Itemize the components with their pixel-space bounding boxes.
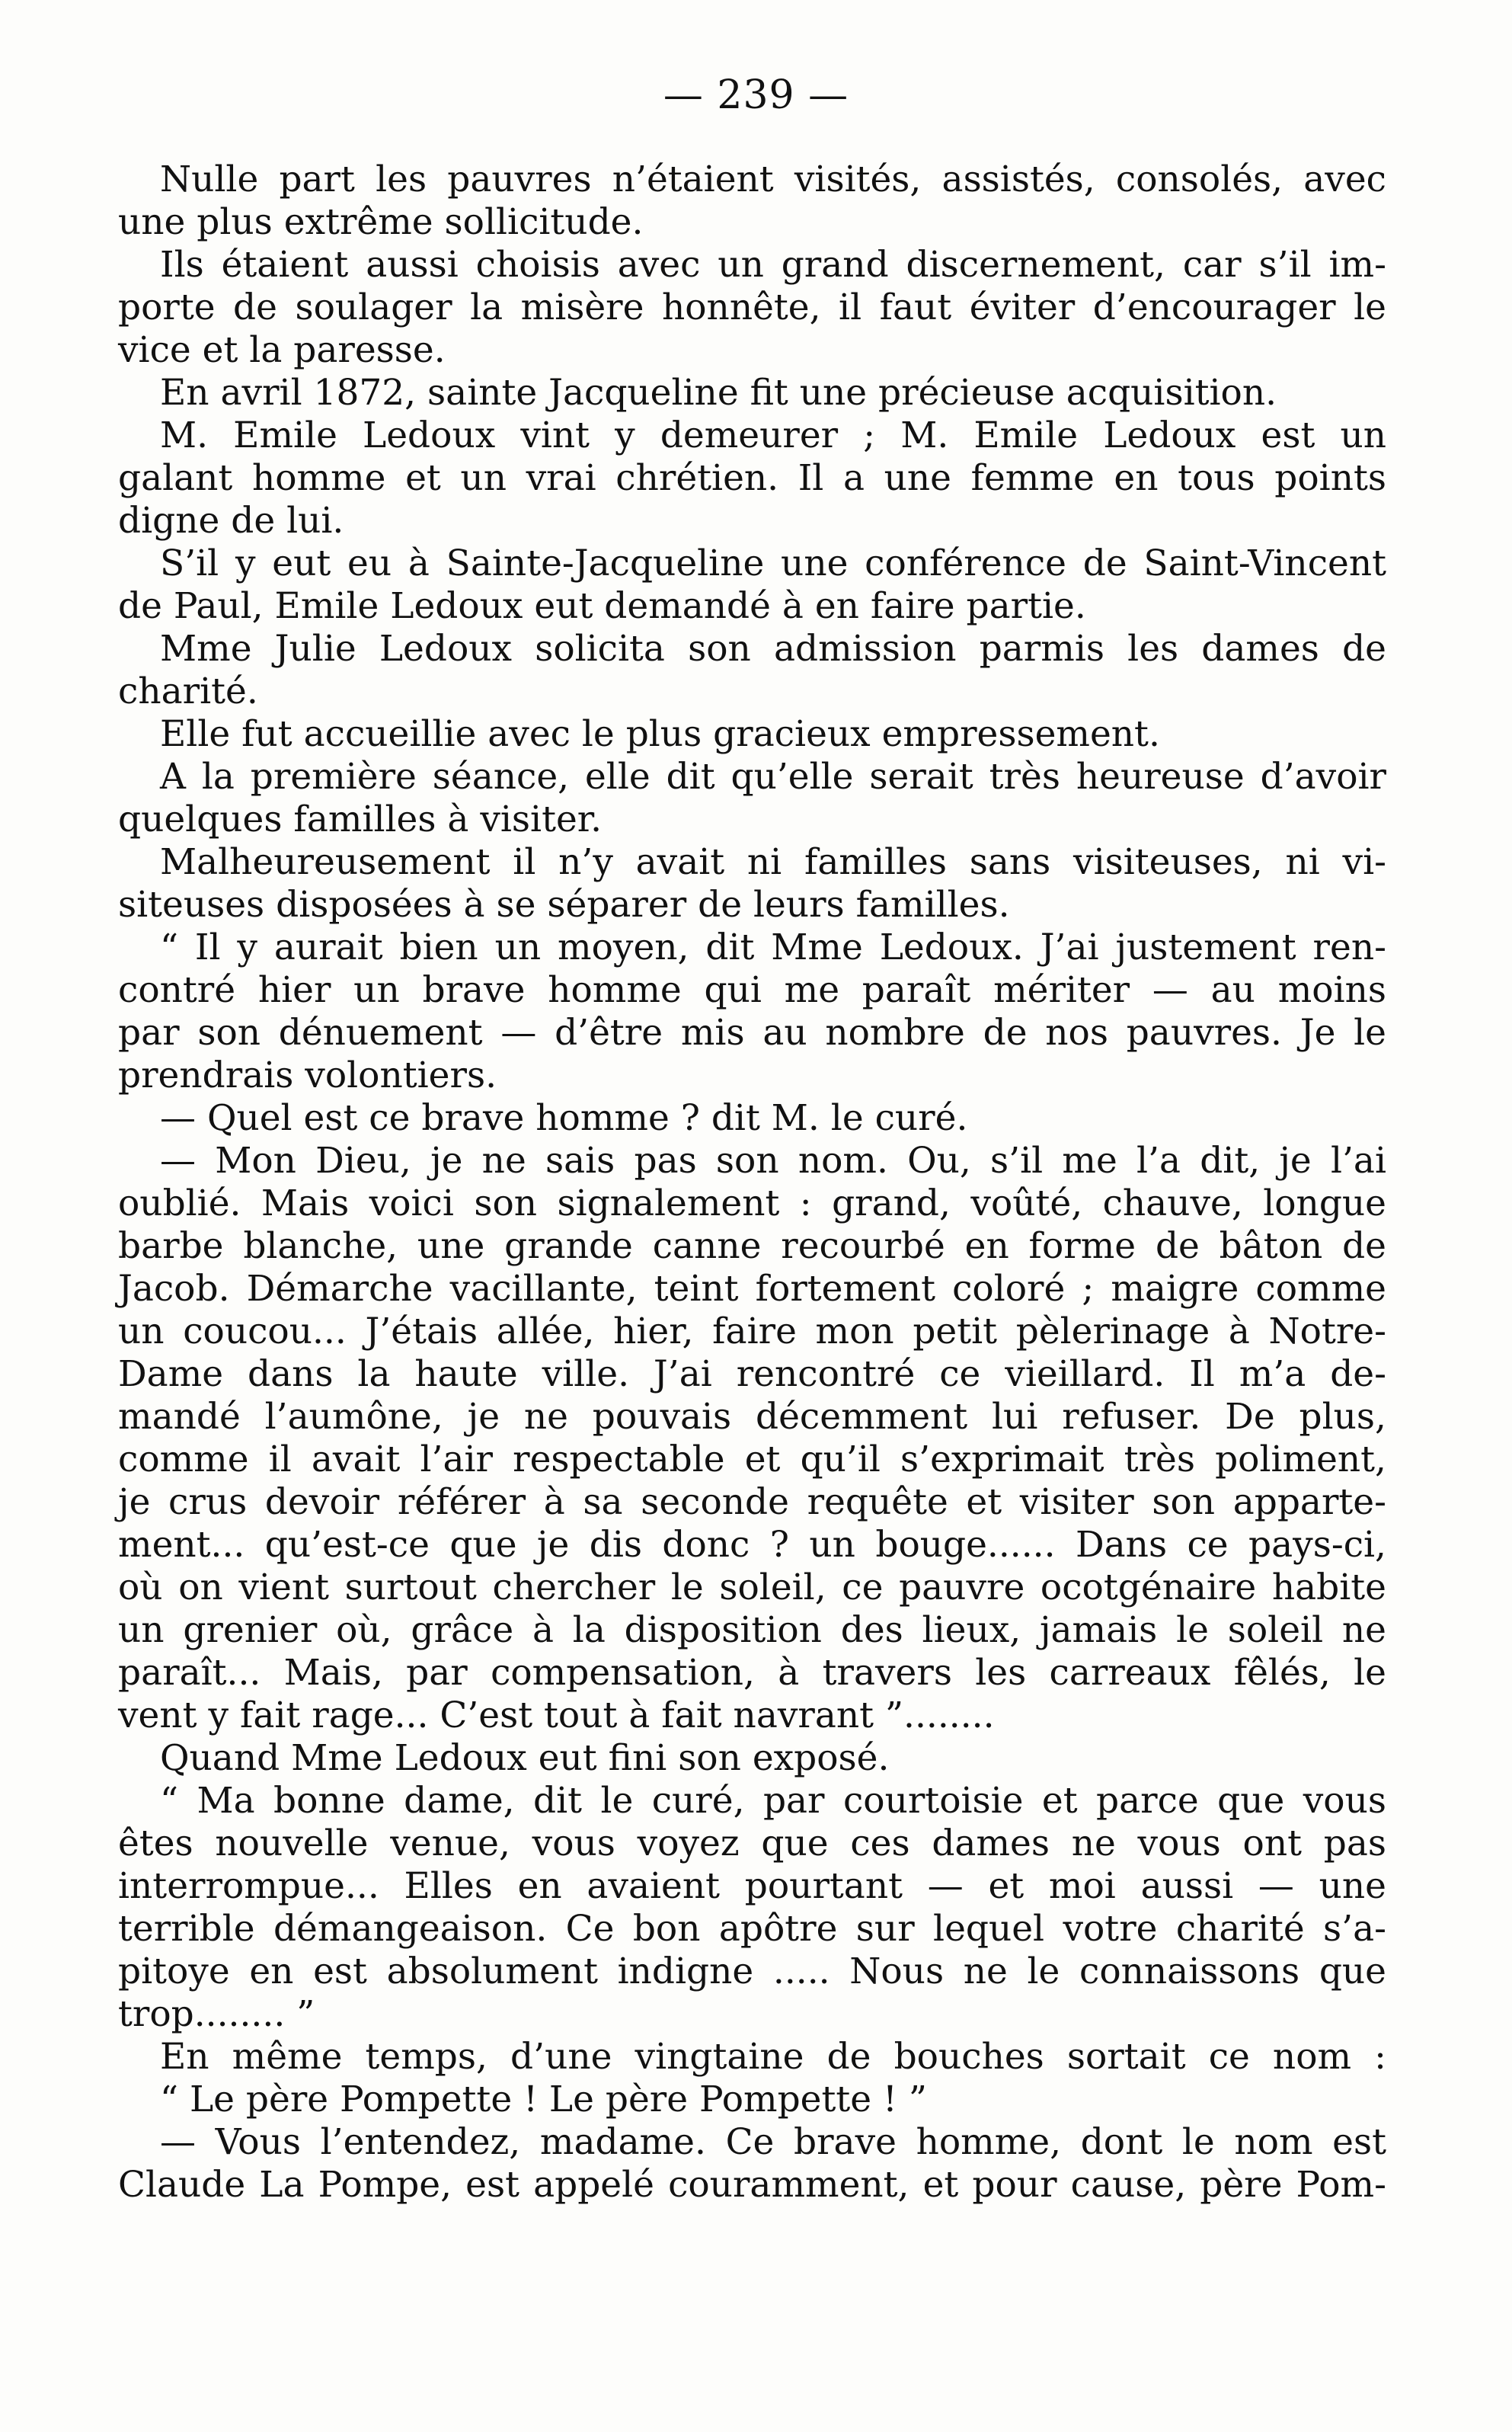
text-line: vice et la paresse. bbox=[118, 329, 446, 371]
text-line: “ Le père Pompette ! Le père Pompette ! ” bbox=[160, 2078, 927, 2120]
page-number: — 239 — bbox=[663, 72, 849, 118]
text-line: Mme Julie Ledoux solicita son admission parmis les dames de bbox=[160, 628, 1386, 670]
text-line: En même temps, d’une vingtaine de bouches sortait ce nom : bbox=[160, 2036, 1386, 2078]
text-line: M. Emile Ledoux vint y demeurer ; M. Emile Ledoux est un bbox=[160, 414, 1386, 456]
text-line: mandé l’aumône, je ne pouvais décemment lui refuser. De plus, bbox=[118, 1396, 1386, 1438]
text-line: interrompue... Elles en avaient pourtant — et moi aussi — une bbox=[118, 1865, 1386, 1907]
text-line: S’il y eut eu à Sainte-Jacqueline une conférence de Saint-Vincent bbox=[160, 542, 1386, 584]
text-line: Claude La Pompe, est appelé couramment, et pour cause, père Pom- bbox=[118, 2164, 1386, 2206]
text-line: “ Ma bonne dame, dit le curé, par courtoisie et parce que vous bbox=[160, 1780, 1386, 1822]
text-line: Ils étaient aussi choisis avec un grand discernement, car s’il im- bbox=[160, 244, 1386, 286]
text-line: barbe blanche, une grande canne recourbé en forme de bâton de bbox=[118, 1225, 1386, 1267]
text-line: vent y fait rage... C’est tout à fait navrant ”........ bbox=[118, 1694, 995, 1736]
text-line: trop........ ” bbox=[118, 1993, 315, 2035]
text-line: — Quel est ce brave homme ? dit M. le curé. bbox=[160, 1097, 968, 1139]
text-line: ment... qu’est-ce que je dis donc ? un bouge...... Dans ce pays-ci, bbox=[118, 1524, 1386, 1566]
text-line: Nulle part les pauvres n’étaient visités, assistés, consolés, avec bbox=[160, 158, 1386, 200]
text-line: terrible démangeaison. Ce bon apôtre sur lequel votre charité s’a- bbox=[118, 1908, 1386, 1950]
text-line: prendrais volontiers. bbox=[118, 1054, 497, 1096]
text-line: Elle fut accueillie avec le plus gracieux empressement. bbox=[160, 713, 1160, 755]
text-line: — Vous l’entendez, madame. Ce brave homme, dont le nom est bbox=[160, 2121, 1386, 2163]
text-line: galant homme et un vrai chrétien. Il a une femme en tous points bbox=[118, 457, 1386, 499]
text-line: de Paul, Emile Ledoux eut demandé à en faire partie. bbox=[118, 585, 1086, 627]
text-line: êtes nouvelle venue, vous voyez que ces dames ne vous ont pas bbox=[118, 1822, 1386, 1864]
text-line: un grenier où, grâce à la disposition des lieux, jamais le soleil ne bbox=[118, 1609, 1386, 1651]
body-text bbox=[118, 158, 1386, 2206]
text-line: Jacob. Démarche vacillante, teint fortement coloré ; maigre comme bbox=[118, 1268, 1386, 1310]
text-line: A la première séance, elle dit qu’elle serait très heureuse d’avoir bbox=[160, 756, 1386, 798]
text-line: Malheureusement il n’y avait ni familles sans visiteuses, ni vi- bbox=[160, 841, 1386, 883]
text-line: — Mon Dieu, je ne sais pas son nom. Ou, s’il me l’a dit, je l’ai bbox=[160, 1140, 1386, 1182]
text-line: “ Il y aurait bien un moyen, dit Mme Ledoux. J’ai justement ren- bbox=[160, 926, 1386, 968]
text-line: charité. bbox=[118, 670, 258, 712]
text-line: paraît... Mais, par compensation, à travers les carreaux fêlés, le bbox=[118, 1652, 1386, 1694]
text-line: un coucou... J’étais allée, hier, faire mon petit pèlerinage à Notre- bbox=[118, 1310, 1386, 1352]
text-line: Dame dans la haute ville. J’ai rencontré ce vieillard. Il m’a de- bbox=[118, 1353, 1386, 1395]
text-line: porte de soulager la misère honnête, il faut éviter d’encourager le bbox=[118, 286, 1386, 328]
text-line: contré hier un brave homme qui me paraît mériter — au moins bbox=[118, 969, 1386, 1011]
text-line: comme il avait l’air respectable et qu’il s’exprimait très poliment, bbox=[118, 1438, 1386, 1480]
text-line: par son dénuement — d’être mis au nombre de nos pauvres. Je le bbox=[118, 1012, 1386, 1054]
text-line: En avril 1872, sainte Jacqueline fit une précieuse acquisition. bbox=[160, 372, 1277, 414]
text-line: où on vient surtout chercher le soleil, ce pauvre ocotgénaire habite bbox=[118, 1566, 1386, 1608]
text-line: Quand Mme Ledoux eut fini son exposé. bbox=[160, 1737, 890, 1779]
text-line: oublié. Mais voici son signalement : grand, voûté, chauve, longue bbox=[118, 1182, 1386, 1224]
text-line: digne de lui. bbox=[118, 500, 344, 542]
text-line: pitoye en est absolument indigne ..... Nous ne le connaissons que bbox=[118, 1950, 1386, 1992]
text-line: quelques familles à visiter. bbox=[118, 798, 603, 840]
text-line: une plus extrême sollicitude. bbox=[118, 201, 644, 243]
text-line: siteuses disposées à se séparer de leurs familles. bbox=[118, 884, 1010, 926]
text-line: je crus devoir référer à sa seconde requête et visiter son apparte- bbox=[118, 1481, 1386, 1523]
